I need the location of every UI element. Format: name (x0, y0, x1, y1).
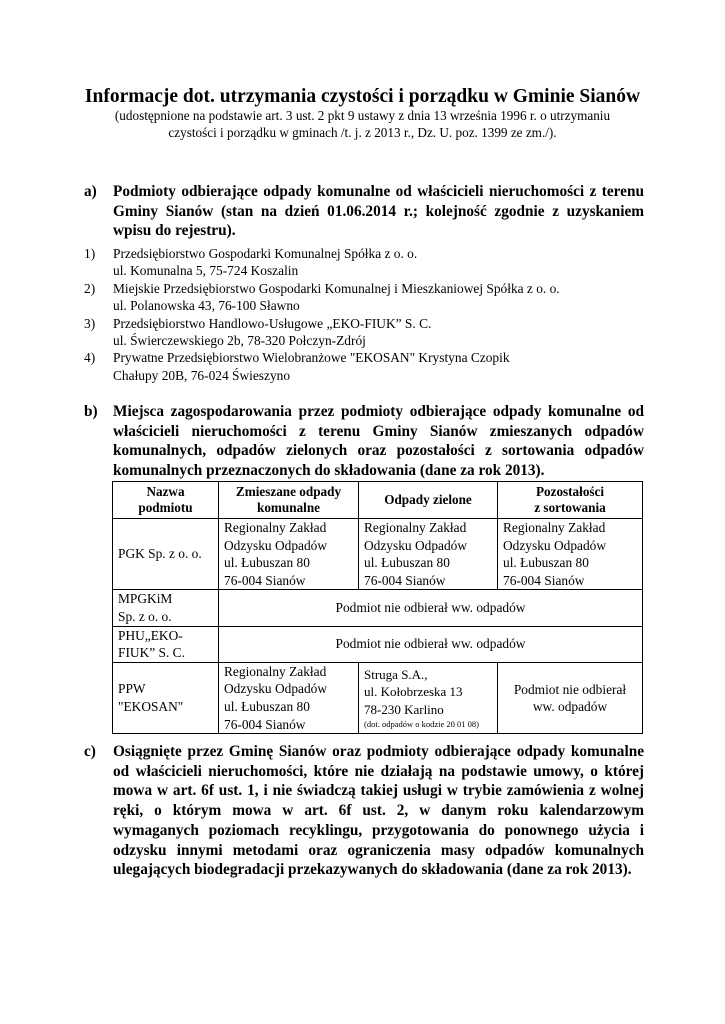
page-title: Informacje dot. utrzymania czystości i porządku w Gminie Sianów (84, 86, 641, 107)
section-c-marker: c) (84, 743, 96, 760)
section-a (84, 182, 644, 241)
table-row (113, 626, 643, 662)
entity-name: PGK Sp. z o. o. (113, 519, 219, 590)
list-item: 4) Prywatne Przedsiębiorstwo Wielobranżowe "EKOSAN" Krystyna Czopik Chałupy 20B, 76-024 Świeszyno (84, 350, 510, 383)
green-waste-cell: Struga S.A., ul. Kołobrzeska 13 78-230 Karlino (dot. odpadów o kodzie 20 01 08) (359, 662, 498, 733)
table-header-row (113, 482, 643, 519)
list-item: 3) Przedsiębiorstwo Handlowo-Usługowe „EKO-FIUK” S. C. ul. Świerczewskiego 2b, 78-320 Połczyn-Zdrój (84, 315, 432, 349)
entity-name: PPW "EKOSAN" (113, 662, 219, 733)
waste-code-note: (dot. odpadów o kodzie 20 01 08) (364, 719, 479, 730)
operators-list (84, 245, 644, 384)
list-item: 2) Miejskie Przedsiębiorstwo Gospodarki Komunalnej i Mieszkaniowej Spółka z o. o. ul. Polanowska 43, 76-100 Sławno (84, 280, 560, 314)
table-row (113, 662, 643, 733)
section-a-marker: a) (84, 183, 97, 200)
not-collected-note: Podmiot nie odbierał ww. odpadów (219, 590, 643, 626)
header-green-waste: Odpady zielone (359, 482, 498, 519)
mixed-waste-cell: Regionalny Zakład Odzysku Odpadów ul. Łubuszan 80 76-004 Sianów (219, 519, 359, 590)
section-b (84, 402, 644, 481)
green-waste-cell: Regionalny Zakład Odzysku Odpadów ul. Łubuszan 80 76-004 Sianów (359, 519, 498, 590)
section-a-heading: Podmioty odbierające odpady komunalne od właścicieli nieruchomości z terenu Gminy Sianów (stan na dzień 01.06.2014 r.; kolejność zgodnie z uzyskaniem wpisu do rejestru). (113, 183, 644, 240)
mixed-waste-cell: Regionalny Zakład Odzysku Odpadów ul. Łubuszan 80 76-004 Sianów (219, 662, 359, 733)
not-collected-note: Podmiot nie odbierał ww. odpadów (219, 626, 643, 662)
section-c-heading: Osiągnięte przez Gminę Sianów oraz podmioty odbierające odpady komunalne od właścicieli nieruchomości, które nie działają na podstawie umowy, o której mowa w art. 6f ust. 1, i nie świadczą takiej usługi w trybie zamówienia z wolnej ręki, o którym mowa w art. 6f ust. 2, w danym roku kalendarzowym wymaganych poziomach recyklingu, przygotowania do ponownego użycia i odzysku innymi metodami oraz ograniczenia masy odpadów komunalnych ulegających biodegradacji przekazywanych do składowania (dane za rok 2013). (113, 743, 644, 879)
section-c (84, 742, 644, 880)
table-row (113, 590, 643, 626)
table-row (113, 519, 643, 590)
waste-destinations-table (112, 481, 643, 734)
page-subtitle: (udostępnione na podstawie art. 3 ust. 2 pkt 9 ustawy z dnia 13 września 1996 r. o utrzymaniu czystości i porządku w gminach /t. j. z 2013 r., Dz. U. poz. 1399 ze zm./). (114, 108, 611, 140)
header-mixed-waste: Zmieszane odpady komunalne (219, 482, 359, 519)
section-b-marker: b) (84, 403, 98, 420)
residue-cell: Regionalny Zakład Odzysku Odpadów ul. Łubuszan 80 76-004 Sianów (498, 519, 643, 590)
header-residue: Pozostałości z sortowania (498, 482, 643, 519)
section-b-heading: Miejsca zagospodarowania przez podmioty odbierające odpady komunalne od właścicieli nieruchomości z terenu Gminy Sianów zmieszanych odpadów komunalnych, odpadów zielonych oraz pozostałości z sortowania odpadów komunalnych przeznaczonych do składowania (dane za rok 2013). (113, 403, 644, 480)
header-entity: Nazwa podmiotu (113, 482, 219, 519)
entity-name: MPGKiM Sp. z o. o. (113, 590, 219, 626)
list-item: 1) Przedsiębiorstwo Gospodarki Komunalnej Spółka z o. o. ul. Komunalna 5, 75-724 Koszalin (84, 246, 418, 279)
residue-cell: Podmiot nie odbierał ww. odpadów (498, 662, 643, 733)
entity-name: PHU„EKO- FIUK” S. C. (113, 626, 219, 662)
